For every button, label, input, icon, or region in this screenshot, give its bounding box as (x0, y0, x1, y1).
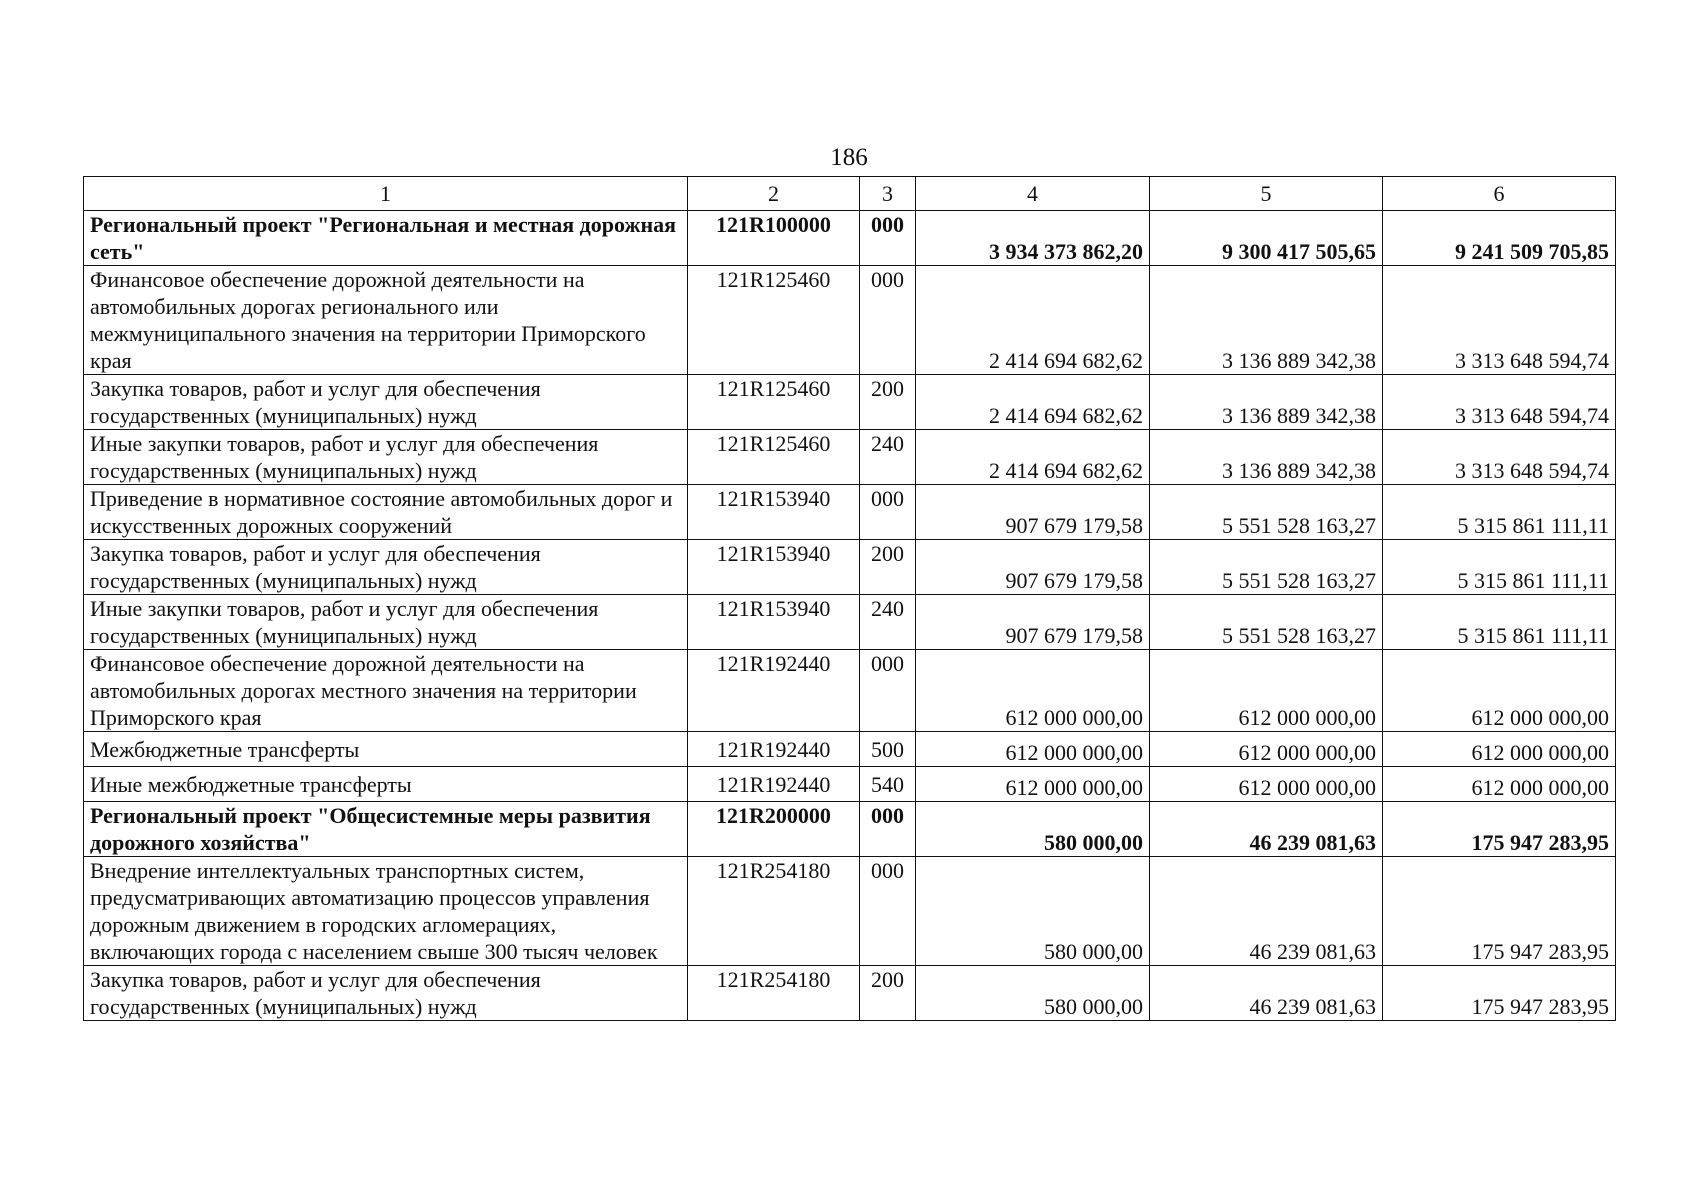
row-value-col5: 5 551 528 163,27 (1150, 540, 1383, 595)
row-value-col5: 9 300 417 505,65 (1150, 211, 1383, 266)
table-row (84, 211, 1616, 266)
row-value-col4: 580 000,00 (916, 802, 1150, 857)
row-type: 000 (860, 650, 916, 732)
row-type: 000 (860, 266, 916, 375)
header-col-2: 2 (688, 177, 860, 211)
row-code: 121R125460 (688, 430, 860, 485)
row-type: 240 (860, 430, 916, 485)
row-code: 121R100000 (688, 211, 860, 266)
row-name: Закупка товаров, работ и услуг для обеспечения государственных (муниципальных) нужд (84, 966, 688, 1021)
row-name: Региональный проект "Общесистемные меры развития дорожного хозяйства" (84, 802, 688, 857)
row-code: 121R200000 (688, 802, 860, 857)
table-row (84, 595, 1616, 650)
row-value-col4: 3 934 373 862,20 (916, 211, 1150, 266)
row-value-col6: 5 315 861 111,11 (1383, 540, 1616, 595)
row-value-col6: 3 313 648 594,74 (1383, 430, 1616, 485)
row-name: Иные закупки товаров, работ и услуг для обеспечения государственных (муниципальных) нужд (84, 595, 688, 650)
row-value-col6: 175 947 283,95 (1383, 857, 1616, 966)
row-value-col5: 3 136 889 342,38 (1150, 430, 1383, 485)
table-row (84, 966, 1616, 1021)
table-row (84, 430, 1616, 485)
row-name: Закупка товаров, работ и услуг для обеспечения государственных (муниципальных) нужд (84, 540, 688, 595)
row-code: 121R125460 (688, 266, 860, 375)
header-col-6: 6 (1383, 177, 1616, 211)
row-value-col4: 580 000,00 (916, 857, 1150, 966)
row-value-col5: 3 136 889 342,38 (1150, 375, 1383, 430)
row-code: 121R192440 (688, 767, 860, 802)
row-value-col5: 5 551 528 163,27 (1150, 595, 1383, 650)
row-type: 200 (860, 966, 916, 1021)
row-value-col5: 612 000 000,00 (1150, 650, 1383, 732)
row-code: 121R153940 (688, 595, 860, 650)
row-value-col6: 612 000 000,00 (1383, 732, 1616, 767)
page-number: 186 (830, 144, 868, 171)
row-type: 000 (860, 485, 916, 540)
row-type: 000 (860, 802, 916, 857)
table-row (84, 732, 1616, 767)
table-row (84, 266, 1616, 375)
row-name: Иные межбюджетные трансферты (84, 767, 688, 802)
row-type: 540 (860, 767, 916, 802)
row-type: 500 (860, 732, 916, 767)
table-row (84, 485, 1616, 540)
row-code: 121R254180 (688, 966, 860, 1021)
row-name: Финансовое обеспечение дорожной деятельности на автомобильных дорогах местного значения на территории Приморского края (84, 650, 688, 732)
row-name: Региональный проект "Региональная и местная дорожная сеть" (84, 211, 688, 266)
table-body (84, 211, 1616, 1021)
row-value-col5: 612 000 000,00 (1150, 732, 1383, 767)
row-code: 121R192440 (688, 650, 860, 732)
header-col-5: 5 (1150, 177, 1383, 211)
row-code: 121R254180 (688, 857, 860, 966)
row-value-col6: 5 315 861 111,11 (1383, 485, 1616, 540)
row-value-col4: 612 000 000,00 (916, 732, 1150, 767)
budget-table (83, 176, 1616, 1021)
table-row (84, 857, 1616, 966)
row-type: 000 (860, 211, 916, 266)
row-value-col5: 5 551 528 163,27 (1150, 485, 1383, 540)
row-value-col6: 3 313 648 594,74 (1383, 375, 1616, 430)
table-row (84, 650, 1616, 732)
row-value-col4: 907 679 179,58 (916, 595, 1150, 650)
row-name: Финансовое обеспечение дорожной деятельности на автомобильных дорогах регионального или межмуниципального значения на территории Приморского края (84, 266, 688, 375)
row-value-col6: 5 315 861 111,11 (1383, 595, 1616, 650)
row-value-col4: 612 000 000,00 (916, 767, 1150, 802)
row-value-col4: 2 414 694 682,62 (916, 430, 1150, 485)
row-value-col4: 580 000,00 (916, 966, 1150, 1021)
row-value-col6: 612 000 000,00 (1383, 767, 1616, 802)
row-type: 240 (860, 595, 916, 650)
row-name: Межбюджетные трансферты (84, 732, 688, 767)
row-type: 000 (860, 857, 916, 966)
row-value-col6: 9 241 509 705,85 (1383, 211, 1616, 266)
row-value-col4: 2 414 694 682,62 (916, 375, 1150, 430)
row-value-col4: 2 414 694 682,62 (916, 266, 1150, 375)
row-value-col5: 3 136 889 342,38 (1150, 266, 1383, 375)
row-value-col6: 175 947 283,95 (1383, 802, 1616, 857)
row-value-col4: 612 000 000,00 (916, 650, 1150, 732)
header-col-3: 3 (860, 177, 916, 211)
table-row (84, 767, 1616, 802)
row-code: 121R153940 (688, 540, 860, 595)
row-value-col5: 46 239 081,63 (1150, 802, 1383, 857)
row-code: 121R125460 (688, 375, 860, 430)
row-code: 121R192440 (688, 732, 860, 767)
row-value-col4: 907 679 179,58 (916, 540, 1150, 595)
row-value-col6: 3 313 648 594,74 (1383, 266, 1616, 375)
row-value-col6: 175 947 283,95 (1383, 966, 1616, 1021)
row-value-col5: 612 000 000,00 (1150, 767, 1383, 802)
row-value-col5: 46 239 081,63 (1150, 857, 1383, 966)
row-name: Закупка товаров, работ и услуг для обеспечения государственных (муниципальных) нужд (84, 375, 688, 430)
header-row (84, 177, 1616, 211)
row-value-col5: 46 239 081,63 (1150, 966, 1383, 1021)
header-col-4: 4 (916, 177, 1150, 211)
table-row (84, 540, 1616, 595)
row-name: Внедрение интеллектуальных транспортных систем, предусматривающих автоматизацию процессов управления дорожным движением в городских агломерациях, включающих города с населением свыше 300 тысяч человек (84, 857, 688, 966)
row-name: Приведение в нормативное состояние автомобильных дорог и искусственных дорожных сооружений (84, 485, 688, 540)
row-type: 200 (860, 375, 916, 430)
table-row (84, 375, 1616, 430)
row-code: 121R153940 (688, 485, 860, 540)
row-name: Иные закупки товаров, работ и услуг для обеспечения государственных (муниципальных) нужд (84, 430, 688, 485)
row-type: 200 (860, 540, 916, 595)
header-col-1: 1 (84, 177, 688, 211)
row-value-col6: 612 000 000,00 (1383, 650, 1616, 732)
row-value-col4: 907 679 179,58 (916, 485, 1150, 540)
table-row (84, 802, 1616, 857)
